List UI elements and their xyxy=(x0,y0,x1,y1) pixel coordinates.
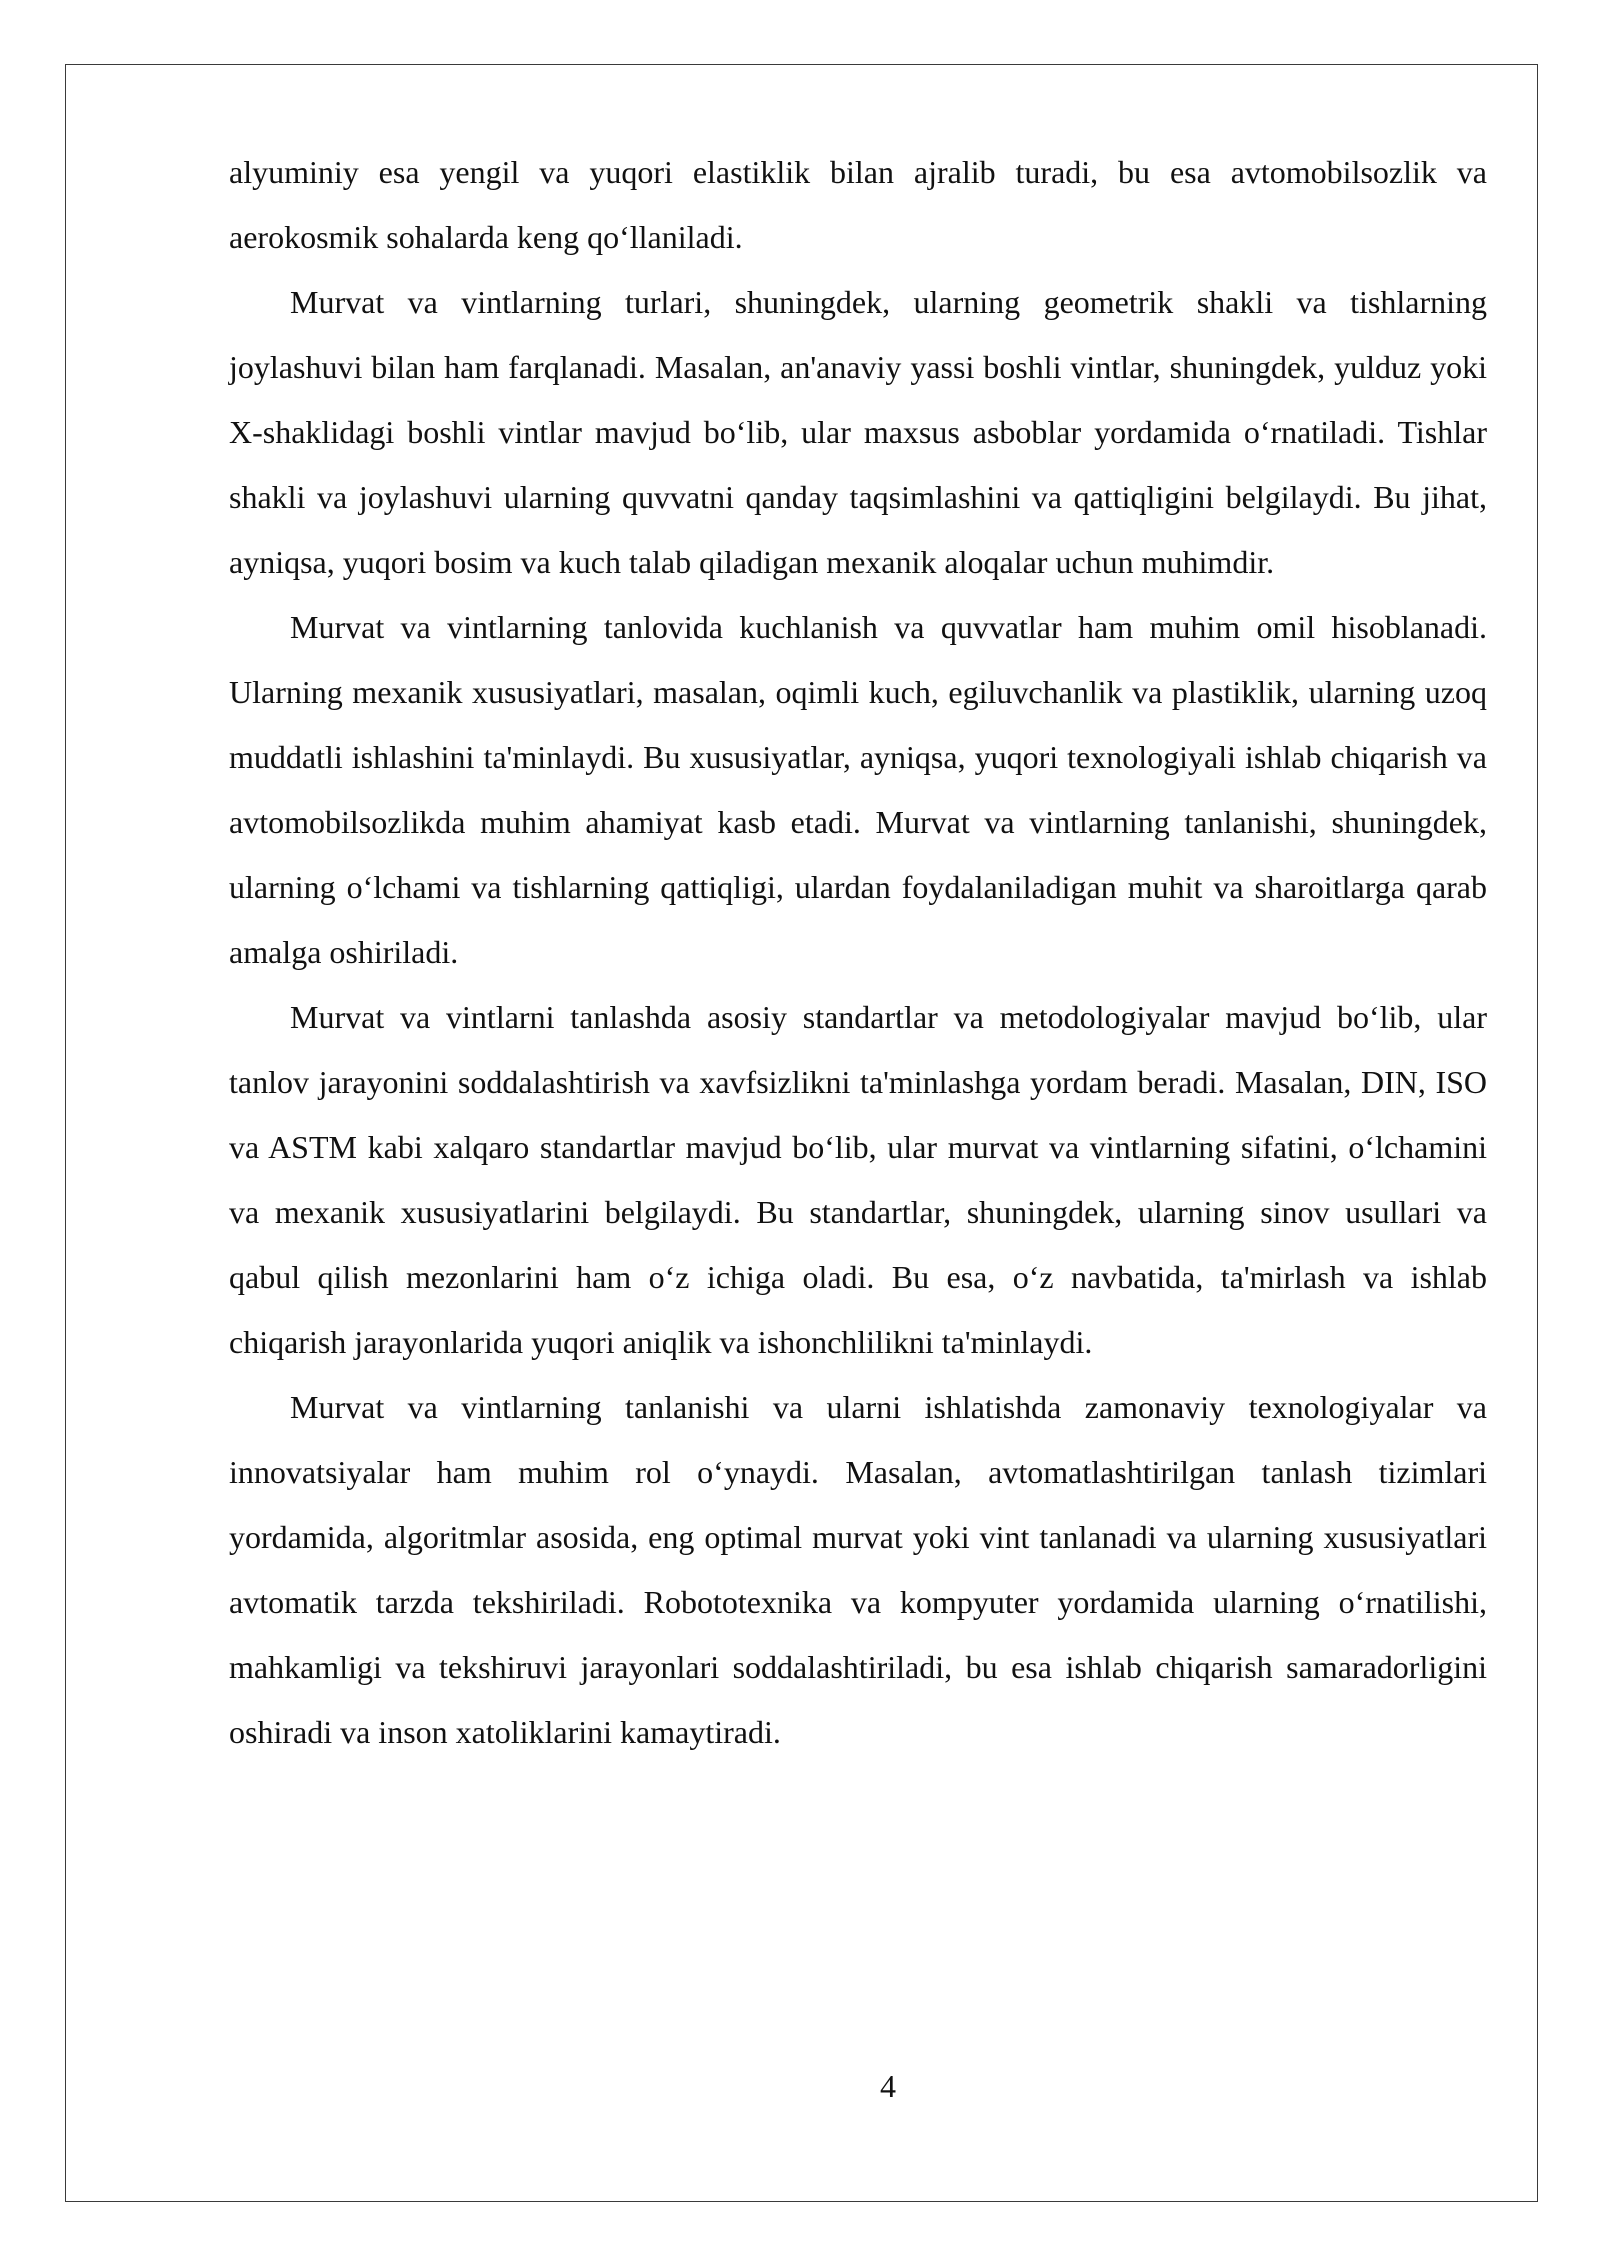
body-paragraph: Murvat va vintlarni tanlashda asosiy standartlar va metodologiyalar mavjud bo‘lib, ular tanlov jarayonini soddalashtirish va xavfsizlikni ta'minlashga yordam beradi. Masalan, DIN, ISO va ASTM kabi xalqaro standartlar mavjud bo‘lib, ular murvat va vintlarning sifatini, o‘lchamini va mexanik xususiyatlarini belgilaydi. Bu standartlar, shuningdek, ularning sinov usullari va qabul qilish mezonlarini ham o‘z ichiga oladi. Bu esa, o‘z navbatida, ta'mirlash va ishlab chiqarish jarayonlarida yuqori aniqlik va ishonchlilikni ta'minlaydi. xyxy=(229,999,1487,1360)
body-paragraph: Murvat va vintlarning tanlanishi va ularni ishlatishda zamonaviy texnologiyalar va innovatsiyalar ham muhim rol o‘ynaydi. Masalan, avtomatlashtirilgan tanlash tizimlari yordamida, algoritmlar asosida, eng optimal murvat yoki vint tanlanadi va ularning xususiyatlari avtomatik tarzda tekshiriladi. Robototexnika va kompyuter yordamida ularning o‘rnatilishi, mahkamligi va tekshiruvi jarayonlari soddalashtiriladi, bu esa ishlab chiqarish samaradorligini oshiradi va inson xatoliklarini kamaytiradi. xyxy=(229,1389,1487,1750)
body-paragraph: Murvat va vintlarning turlari, shuningdek, ularning geometrik shakli va tishlarning joylashuvi bilan ham farqlanadi. Masalan, an'anaviy yassi boshli vintlar, shuningdek, yulduz yoki X-shaklidagi boshli vintlar mavjud bo‘lib, ular maxsus asboblar yordamida o‘rnatiladi. Tishlar shakli va joylashuvi ularning quvvatni qanday taqsimlashini va qattiqligini belgilaydi. Bu jihat, ayniqsa, yuqori bosim va kuch talab qiladigan mexanik aloqalar uchun muhimdir. xyxy=(229,284,1487,580)
page-number: 4 xyxy=(880,2068,896,2104)
body-paragraph: Murvat va vintlarning tanlovida kuchlanish va quvvatlar ham muhim omil hisoblanadi. Ularning mexanik xususiyatlari, masalan, oqimli kuch, egiluvchanlik va plastiklik, ularning uzoq muddatli ishlashini ta'minlaydi. Bu xususiyatlar, ayniqsa, yuqori texnologiyali ishlab chiqarish va avtomobilsozlikda muhim ahamiyat kasb etadi. Murvat va vintlarning tanlanishi, shuningdek, ularning o‘lchami va tishlarning qattiqligi, ulardan foydalaniladigan muhit va sharoitlarga qarab amalga oshiriladi. xyxy=(229,609,1487,970)
document-body xyxy=(229,140,1487,1765)
body-paragraph: alyuminiy esa yengil va yuqori elastiklik bilan ajralib turadi, bu esa avtomobilsozlik va aerokosmik sohalarda keng qo‘llaniladi. xyxy=(229,154,1487,255)
